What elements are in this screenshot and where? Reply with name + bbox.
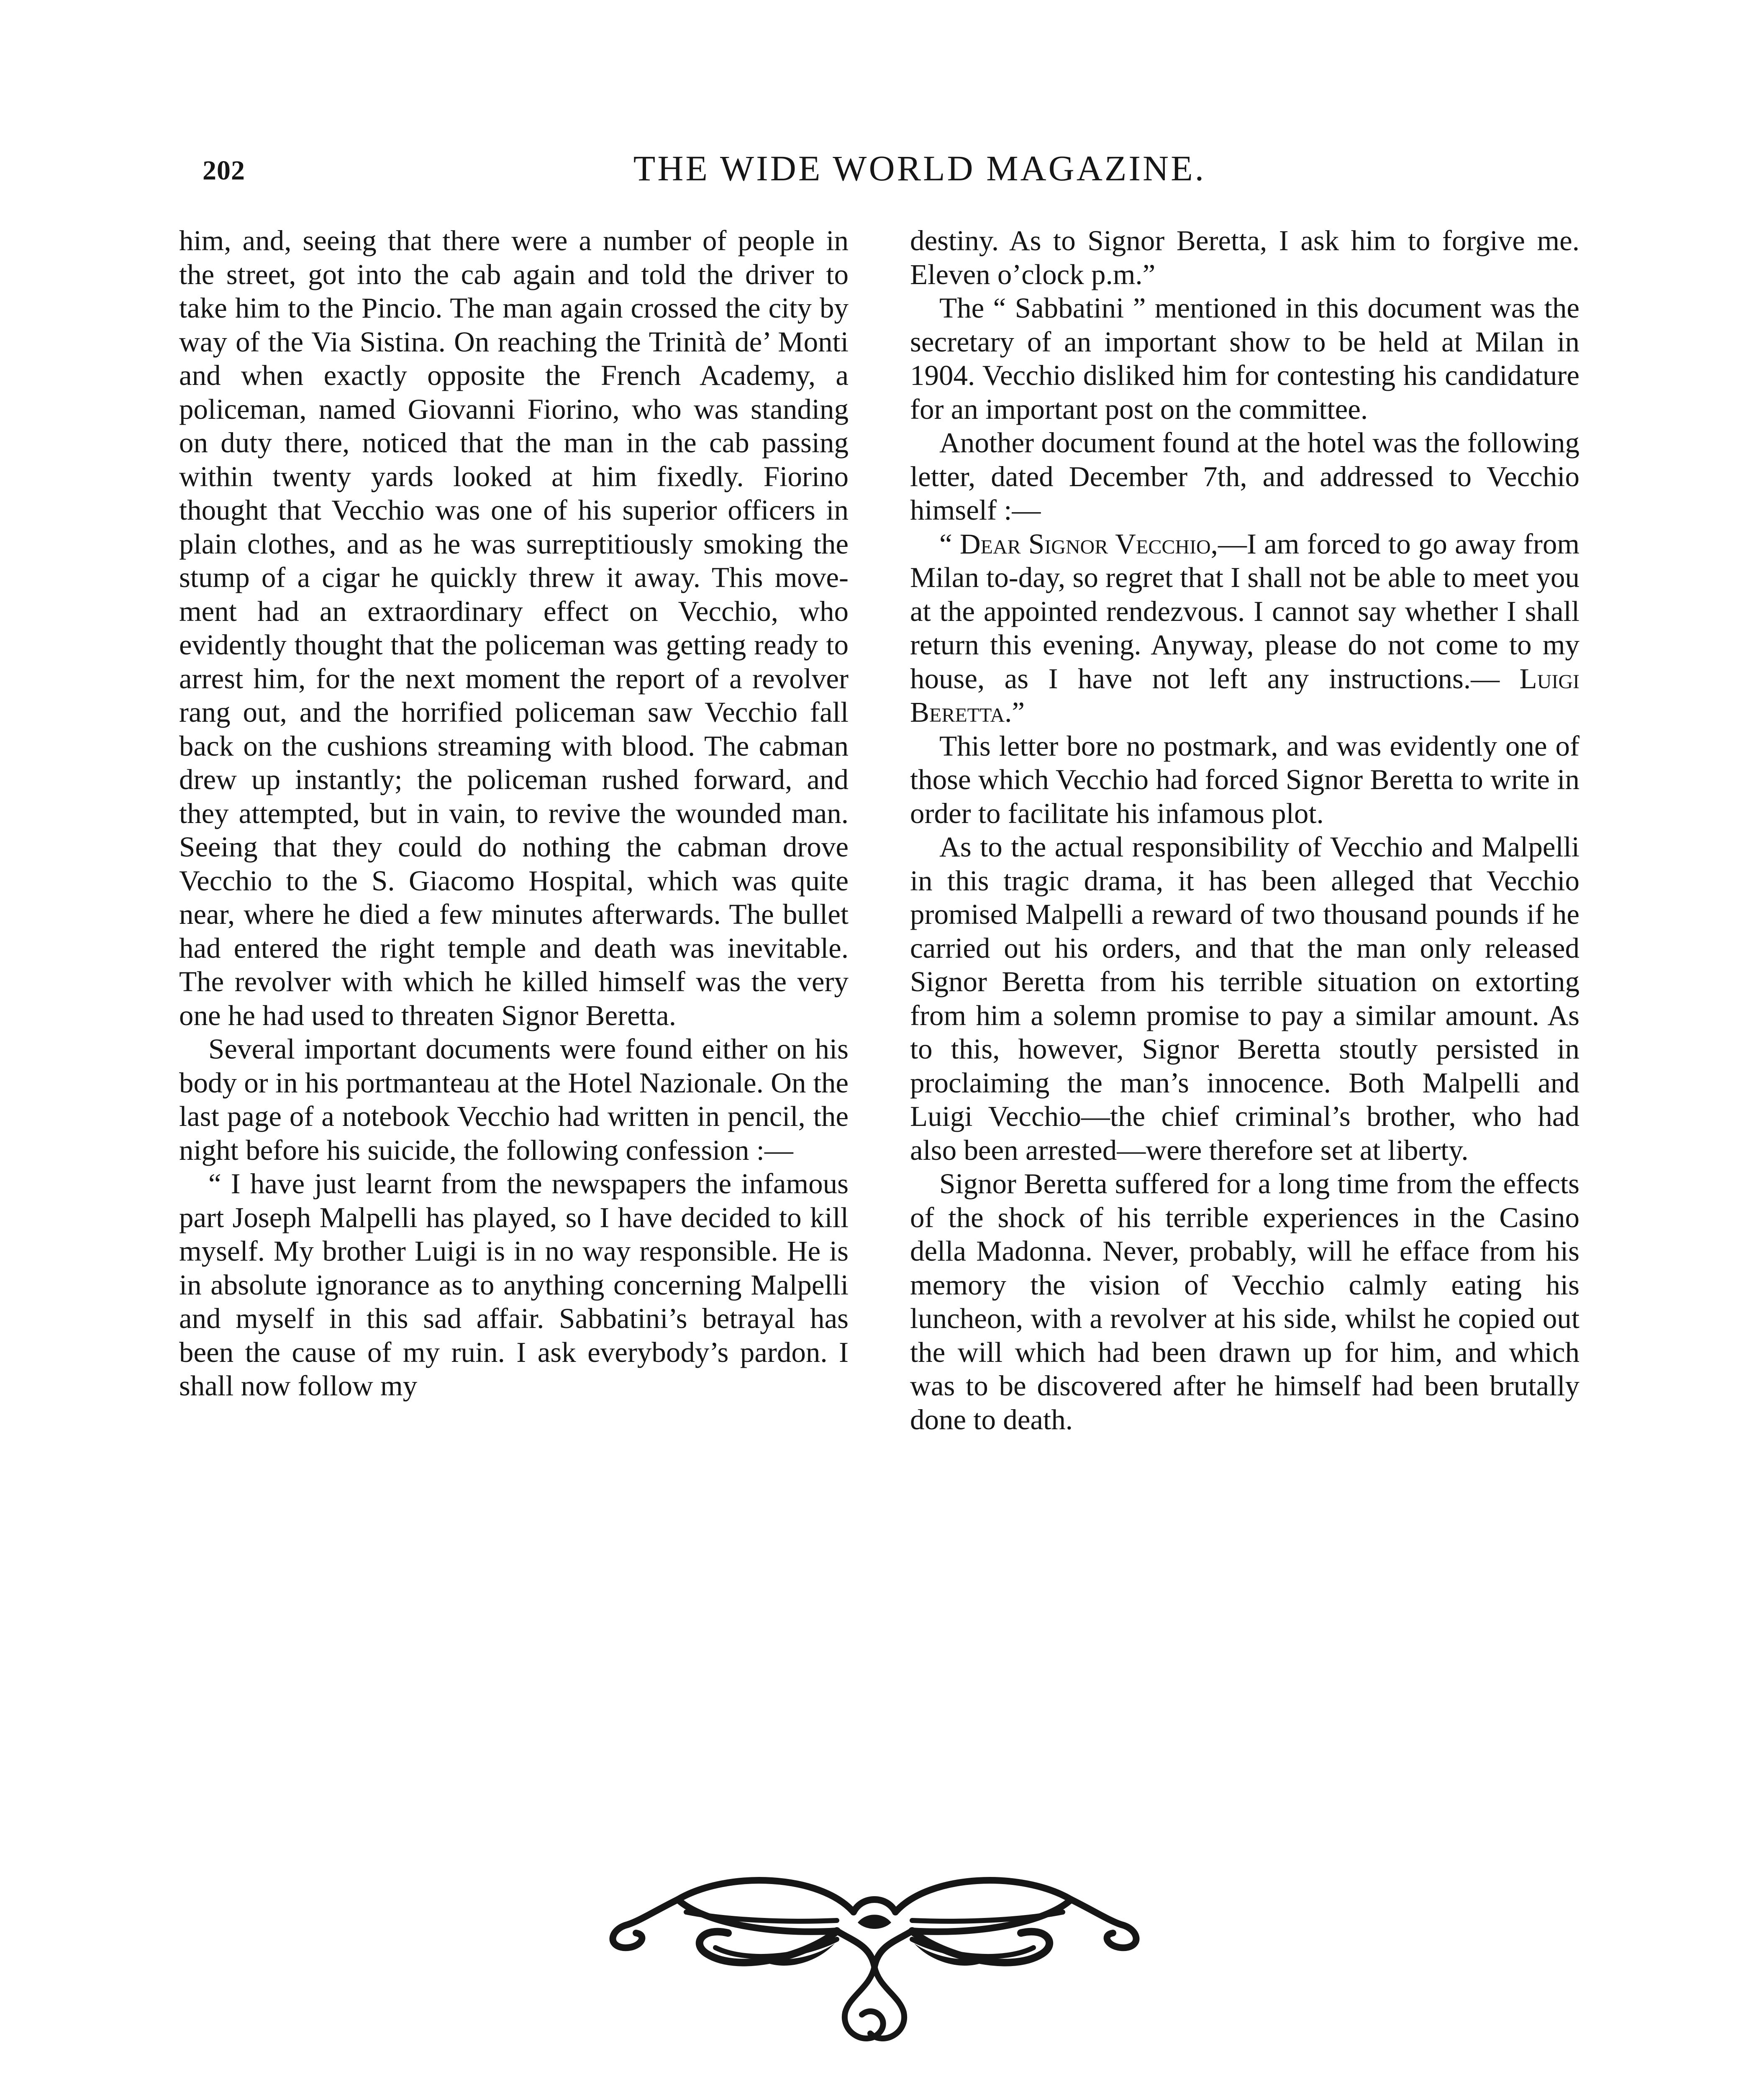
letter-salutation: “ Dear Signor Vecchio,: [939, 528, 1218, 560]
letter-body: —I am forced to go away from Milan to-day, so regret that I shall not be able to meet you at the appointed rendezvous. I cannot say whether I shall return this evening. Anyway, please do not come to my house, as I have not left any instructions.—: [910, 528, 1580, 695]
paragraph: Another document found at the hotel was the following letter, dated December 7th, and addressed to Vecchio himself :—: [910, 427, 1579, 526]
right-column: [910, 224, 1579, 1436]
paragraph: him, and, seeing that there were a number of people in the street, got into the cab again and told the driver to take him to the Pincio. The man again crossed the city by way of the Via Sistina. On reaching the Trinità de’ Monti and when exactly opposite the French Academy, a policeman, named Giovanni Fiorino, who was standing on duty there, noticed that the man in the cab passing within twenty yards looked at him fixedly. Fiorino thought that Vecchio was one of his superior officers in plain clothes, and as he was surreptitiously smoking the stump of a cigar he quickly threw it away. This movement had an extraordinary effect on Vecchio, who evidently thought that the policeman was getting ready to arrest him, for the next moment the report of a revolver rang out, and the horrified policeman saw Vecchio fall back on the cushions streaming with blood. The cabman drew up instantly; the policeman rushed forward, and they attempted, but in vain, to revive the wounded man. Seeing that they could do nothing the cabman drove Vecchio to the S. Giacomo Hospital, which was quite near, where he died a few minutes afterwards. The bullet had entered the right temple and death was inevitable. The revolver with which he killed himself was the very one he had used to threaten Signor Beretta.: [179, 225, 849, 1031]
running-head-title: THE WIDE WORLD MAGAZINE.: [633, 148, 1206, 188]
page-number: 202: [203, 155, 245, 186]
letter-paragraph: [910, 527, 1579, 729]
letter-signature: Luigi Beretta.”: [910, 662, 1579, 728]
confession-paragraph: “ I have just learnt from the newspapers the infamous part Joseph Malpelli has played, so I have decided to kill myself. My brother Luigi is in no way responsible. He is in absolute ignorance as to anything concerning Malpelli and myself in this sad affair. Sabbatini’s betrayal has been the cause of my ruin. I ask everybody’s pardon. I shall now follow my: [179, 1168, 849, 1402]
paragraph: Signor Beretta suffered for a long time from the effects of the shock of his terrible experiences in the Casino della Madonna. Never, probably, will he efface from his memory the vision of Vecchio calmly eating his luncheon, with a revolver at his side, whilst he copied out the will which had been drawn up for him, and which was to be discovered after he himself had been brutally done to death.: [910, 1168, 1579, 1436]
paragraph: The “ Sabbatini ” mentioned in this document was the secretary of an important show to be held at Milan in 1904. Vecchio disliked him for contesting his candidature for an important post on the committee.: [910, 292, 1579, 425]
paragraph: This letter bore no postmark, and was evidently one of those which Vecchio had forced Signor Beretta to write in order to facilitate his infamous plot.: [910, 730, 1579, 829]
paragraph: Several important documents were found either on his body or in his portmanteau at the Hotel Nazionale. On the last page of a notebook Vecchio had written in pencil, the night before his suicide, the following confession :—: [179, 1033, 849, 1166]
left-column: [179, 224, 849, 1403]
paragraph: destiny. As to Signor Beretta, I ask him to forgive me. Eleven o’clock p.m.”: [910, 225, 1579, 290]
paragraph: As to the actual responsibility of Vecchio and Malpelli in this tragic drama, it has been alleged that Vecchio promised Malpelli a reward of two thousand pounds if he carried out his orders, and that the man only released Signor Beretta from his terrible situation on extorting from him a solemn promise to pay a similar amount. As to this, however, Signor Beretta stoutly persisted in proclaiming the man’s innocence. Both Malpelli and Luigi Vecchio—the chief criminal’s brother, who had also been arrested—were therefore set at liberty.: [910, 831, 1579, 1166]
ornament-flourish-icon: [603, 1849, 1146, 2075]
